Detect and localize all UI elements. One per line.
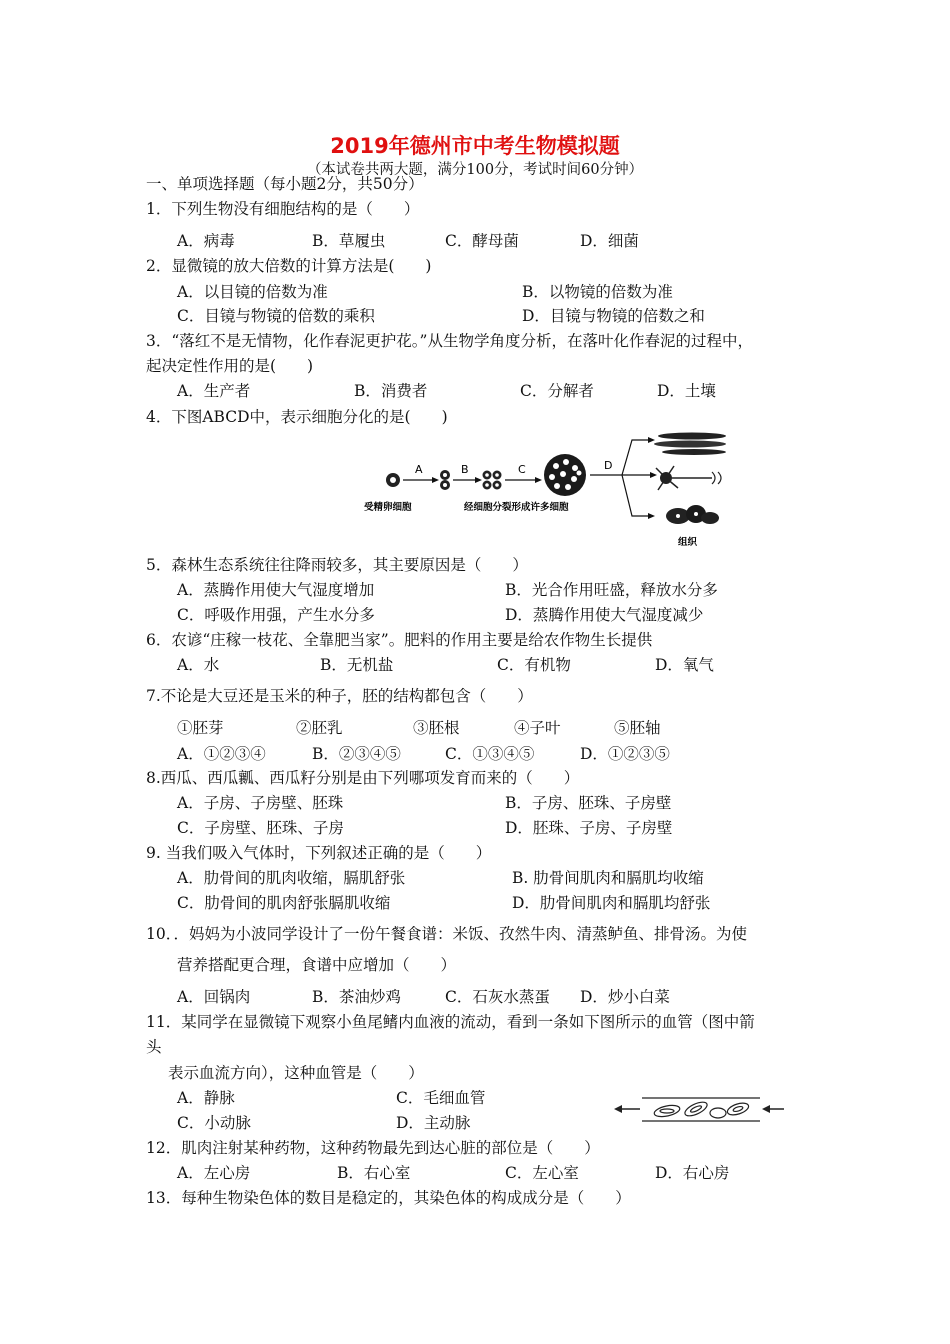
q11-option-a: A．静脉 <box>177 1089 235 1107</box>
blood-vessel-figure <box>612 1095 794 1125</box>
q3-option-b: B．消费者 <box>354 382 428 400</box>
q10-option-c: C．石灰水蒸蛋 <box>445 988 550 1006</box>
nerve-tissue <box>656 466 721 490</box>
q2-stem: 2．显微镜的放大倍数的计算方法是( ) <box>146 257 432 275</box>
q7-option-b: B．②③④⑤ <box>312 745 401 763</box>
q12-option-d: D．右心房 <box>655 1164 730 1182</box>
cell-mass <box>544 454 586 496</box>
q10-option-b: B．茶油炒鸡 <box>312 988 401 1006</box>
q10-stem-line2: 营养搭配更合理，食谱中应增加（ ） <box>177 956 457 974</box>
q1-option-d: D．细菌 <box>580 232 639 250</box>
q7-item-1: ①胚芽 <box>177 719 224 737</box>
q10-option-d: D．炒小白菜 <box>580 988 670 1006</box>
q7-item-2: ②胚乳 <box>296 719 343 737</box>
caption-cell-division: 经细胞分裂形成许多细胞 <box>464 502 569 513</box>
label-c: C <box>518 463 526 476</box>
muscle-tissue <box>654 433 726 456</box>
q8-option-b: B．子房、胚珠、子房壁 <box>505 794 672 812</box>
q11-stem-line2: 头 <box>146 1038 162 1056</box>
q12-option-a: A．左心房 <box>177 1164 251 1182</box>
q7-item-3: ③胚根 <box>413 719 460 737</box>
q6-option-c: C．有机物 <box>497 656 571 674</box>
q9-stem: 9. 当我们吸入气体时，下列叙述正确的是（ ） <box>146 844 492 862</box>
q3-option-c: C．分解者 <box>520 382 594 400</box>
section-heading: 一、单项选择题（每小题2分，共50分） <box>146 175 424 193</box>
q6-option-b: B．无机盐 <box>320 656 394 674</box>
q8-option-d: D．胚珠、子房、子房壁 <box>505 819 673 837</box>
q8-option-c: C．子房壁、胚珠、子房 <box>177 819 344 837</box>
q10-stem-line1: 10．．妈妈为小波同学设计了一份午餐食谱：米饭、孜然牛肉、清蒸鲈鱼、排骨汤。为使 <box>146 925 747 943</box>
q9-option-c: C．肋骨间的肌肉舒张膈肌收缩 <box>177 894 391 912</box>
q9-option-a: A．肋骨间的肌肉收缩，膈肌舒张 <box>177 869 406 887</box>
exam-subtitle: （本试卷共两大题，满分100分，考试时间60分钟） <box>306 162 644 178</box>
q6-option-d: D．氧气 <box>655 656 714 674</box>
q9-option-d: D．肋骨间肌肉和膈肌均舒张 <box>512 894 711 912</box>
label-b: B <box>461 463 469 476</box>
four-cell-stage <box>483 471 502 490</box>
q3-stem-line1: 3．“落红不是无情物，化作春泥更护花。”从生物学角度分析，在落叶化作春泥的过程中， <box>146 332 753 350</box>
q5-option-c: C．呼吸作用强，产生水分多 <box>177 606 375 624</box>
caption-tissue: 组织 <box>678 537 698 548</box>
blood-cells <box>653 1099 750 1118</box>
q7-option-a: A．①②③④ <box>177 745 266 763</box>
q7-option-c: C．①③④⑤ <box>445 745 535 763</box>
q7-stem: 7.不论是大豆还是玉米的种子，胚的结构都包含（ ） <box>146 687 533 705</box>
q11-option-d: D．主动脉 <box>396 1114 471 1132</box>
q2-option-c: C．目镜与物镜的倍数的乘积 <box>177 307 375 325</box>
q11-option-b: C．毛细血管 <box>396 1089 486 1107</box>
q6-option-a: A．水 <box>177 656 220 674</box>
q1-option-b: B．草履虫 <box>312 232 386 250</box>
arrow-right-icon <box>762 1105 784 1113</box>
cell-differentiation-figure <box>360 428 740 553</box>
label-a: A <box>415 463 423 476</box>
q11-stem-line1: 11．某同学在显微镜下观察小鱼尾鳍内血液的流动，看到一条如下图所示的血管（图中箭 <box>146 1013 755 1031</box>
q9-option-b: B. 肋骨间肌肉和膈肌均收缩 <box>512 869 704 887</box>
q13-stem: 13．每种生物染色体的数目是稳定的，其染色体的构成成分是（ ） <box>146 1189 631 1207</box>
q3-stem-line2: 起决定性作用的是( ) <box>146 357 314 375</box>
q12-option-b: B．右心室 <box>337 1164 411 1182</box>
q7-item-5: ⑤胚轴 <box>614 719 661 737</box>
q12-stem: 12．肌肉注射某种药物，这种药物最先到达心脏的部位是（ ） <box>146 1139 600 1157</box>
q2-option-d: D．目镜与物镜的倍数之和 <box>522 307 705 325</box>
q6-stem: 6．农谚“庄稼一枝花、全靠肥当家”。肥料的作用主要是给农作物生长提供 <box>146 631 653 649</box>
q5-option-d: D．蒸腾作用使大气湿度减少 <box>505 606 704 624</box>
q8-stem: 8.西瓜、西瓜瓤、西瓜籽分别是由下列哪项发育而来的（ ） <box>146 769 580 787</box>
epithelial-tissue <box>666 505 719 524</box>
label-d: D <box>604 459 613 472</box>
exam-title: 2019年德州市中考生物模拟题 <box>330 134 620 158</box>
q4-stem: 4．下图ABCD中，表示细胞分化的是( ) <box>146 408 448 426</box>
q8-option-a: A．子房、子房壁、胚珠 <box>177 794 344 812</box>
q1-option-c: C．酵母菌 <box>445 232 519 250</box>
q5-option-b: B．光合作用旺盛，释放水分多 <box>505 581 718 599</box>
q1-stem: 1．下列生物没有细胞结构的是（ ） <box>146 200 420 218</box>
q7-item-4: ④子叶 <box>514 719 561 737</box>
caption-fertilized-egg: 受精卵细胞 <box>364 502 412 513</box>
fertilized-egg-cell <box>386 473 400 487</box>
q2-option-a: A．以目镜的倍数为准 <box>177 283 328 301</box>
q2-option-b: B．以物镜的倍数为准 <box>522 283 673 301</box>
q12-option-c: C．左心室 <box>505 1164 579 1182</box>
q7-option-d: D．①②③⑤ <box>580 745 670 763</box>
arrow-left-icon <box>614 1105 640 1113</box>
q3-option-a: A．生产者 <box>177 382 251 400</box>
q5-option-a: A．蒸腾作用使大气湿度增加 <box>177 581 375 599</box>
q11-stem-line3: 表示血流方向），这种血管是（ ） <box>168 1064 424 1082</box>
two-cell-stage <box>440 470 450 490</box>
q1-option-a: A．病毒 <box>177 232 235 250</box>
q10-option-a: A．回锅肉 <box>177 988 251 1006</box>
q3-option-d: D．土壤 <box>657 382 716 400</box>
q5-stem: 5．森林生态系统往往降雨较多，其主要原因是（ ） <box>146 556 528 574</box>
q11-option-c: C．小动脉 <box>177 1114 251 1132</box>
